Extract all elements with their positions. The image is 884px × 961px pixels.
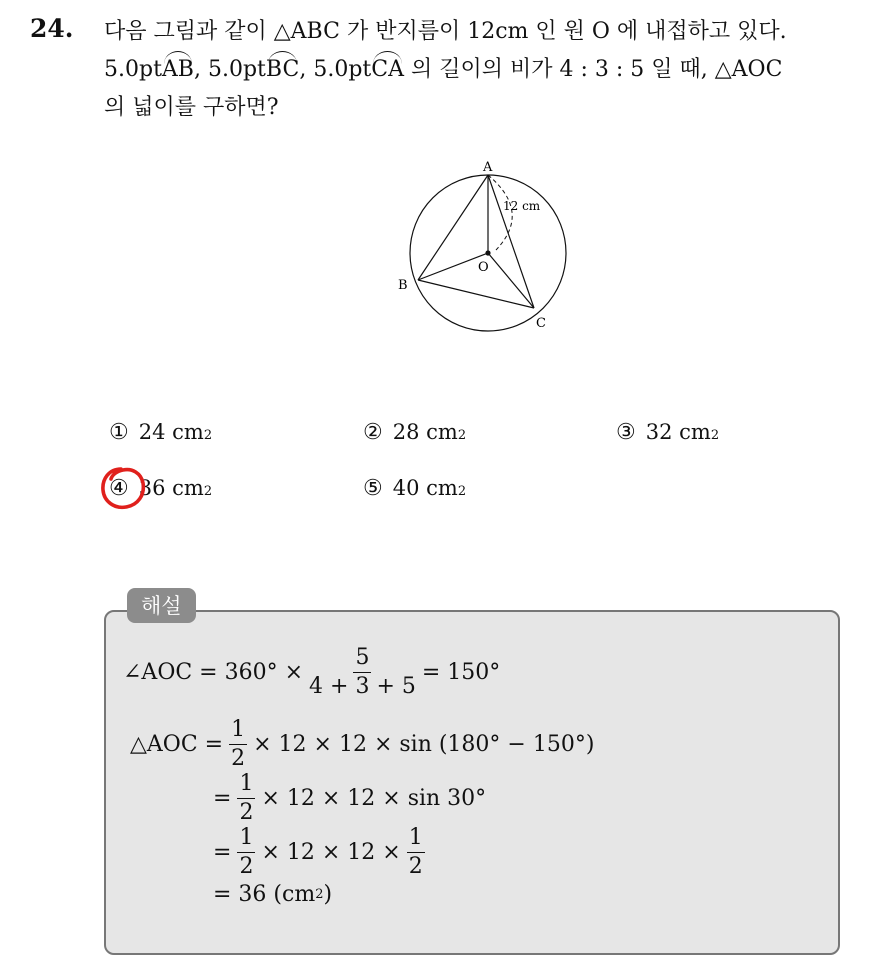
l4-eq: = <box>213 840 232 866</box>
choice-unit: cm <box>172 476 204 500</box>
l1-lhs: ∠AOC = 360° × <box>123 660 304 686</box>
choice-number: ③ <box>616 420 636 445</box>
choice-value: 24 <box>138 420 166 444</box>
choice-exponent: 2 <box>203 484 213 499</box>
l3-eq: = <box>213 786 232 812</box>
fraction-half <box>407 826 425 879</box>
denominator: 2 <box>231 746 246 772</box>
arc-ca: CA <box>371 57 404 82</box>
choice-unit: cm <box>426 420 458 444</box>
l3-rhs: × 12 × 12 × sin 30° <box>261 786 487 812</box>
choice-exponent: 2 <box>457 484 467 499</box>
fraction-half <box>237 772 255 825</box>
choice-exponent: 2 <box>203 428 213 443</box>
l2-rhs: × 12 × 12 × sin (180° − 150°) <box>253 732 595 758</box>
label-b: B <box>398 278 408 293</box>
choice-value: 28 <box>392 420 420 444</box>
choice-unit: cm <box>679 420 711 444</box>
question-number: 24. <box>30 14 74 43</box>
l4-mid: × 12 × 12 × <box>261 840 401 866</box>
denominator: 2 <box>239 854 254 880</box>
solution-line-1 <box>123 646 500 699</box>
choice-number: ⑤ <box>363 476 383 501</box>
choice-5[interactable] <box>363 476 466 501</box>
numerator: 1 <box>229 718 247 745</box>
choice-3[interactable] <box>616 420 719 445</box>
arc-bc: BC <box>265 57 300 82</box>
choice-exponent: 2 <box>457 428 467 443</box>
circle-figure <box>390 150 590 340</box>
question-prefix: 5.0pt <box>207 57 266 82</box>
l5-text: = 36 (cm <box>213 882 316 907</box>
arc-ab: AB <box>161 57 194 82</box>
question-line-2: 5.0ptAB, 5.0ptBC, 5.0ptCA 의 길이의 비가 4 : 3 : 5 일 때, △AOC <box>104 57 783 82</box>
label-o: O <box>478 260 489 275</box>
center-point <box>485 250 490 255</box>
side-bc <box>418 280 534 308</box>
question-line-2-suffix: 의 길이의 비가 4 : 3 : 5 일 때, △AOC <box>403 57 783 82</box>
solution-line-5 <box>213 882 332 907</box>
choice-value: 40 <box>392 476 420 500</box>
denominator: 2 <box>408 854 423 880</box>
l2-lhs: △AOC = <box>130 732 224 758</box>
solution-line-3 <box>213 772 486 825</box>
numerator: 1 <box>237 772 255 799</box>
question-prefix: 5.0pt <box>313 57 372 82</box>
choice-value: 32 <box>645 420 673 444</box>
choice-2[interactable] <box>363 420 466 445</box>
choice-value: 36 <box>138 476 166 500</box>
solution-line-4 <box>213 826 431 879</box>
solution-tab: 해설 <box>127 588 196 623</box>
choice-number: ② <box>363 420 383 445</box>
choice-number: ④ <box>109 476 129 501</box>
l5-close: ) <box>323 882 333 907</box>
l5-exponent: 2 <box>315 887 324 902</box>
radius-label: 12 cm <box>503 199 541 213</box>
fraction-5-over-12 <box>309 646 416 699</box>
segment-oc <box>488 253 534 308</box>
side-ca <box>488 175 534 308</box>
label-a: A <box>483 160 493 175</box>
choice-1[interactable] <box>109 420 212 445</box>
choice-unit: cm <box>426 476 458 500</box>
answer-mark-icon <box>99 465 149 513</box>
solution-line-2 <box>130 718 594 771</box>
choice-unit: cm <box>172 420 204 444</box>
fraction-half <box>229 718 247 771</box>
question-line-3: 의 넓이를 구하면? <box>104 95 279 120</box>
l1-rhs: = 150° <box>421 660 501 686</box>
label-c: C <box>536 316 546 331</box>
choice-number: ① <box>109 420 129 445</box>
choice-exponent: 2 <box>710 428 720 443</box>
numerator: 1 <box>237 826 255 853</box>
numerator: 5 <box>353 646 371 673</box>
denominator: 4 + 3 + 5 <box>309 674 416 700</box>
question-line-1: 다음 그림과 같이 △ABC 가 반지름이 12cm 인 원 O 에 내접하고 있다. <box>104 19 787 44</box>
numerator: 1 <box>407 826 425 853</box>
denominator: 2 <box>239 800 254 826</box>
fraction-half <box>237 826 255 879</box>
question-prefix: 5.0pt <box>104 57 162 82</box>
